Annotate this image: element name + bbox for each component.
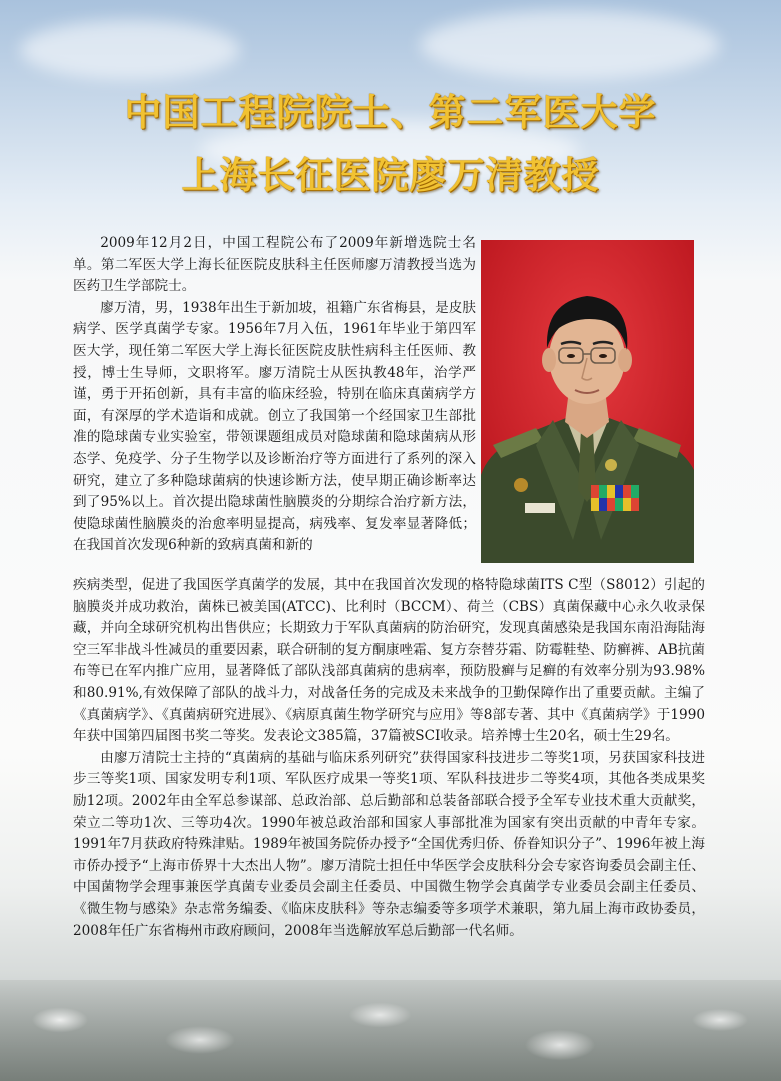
cloud <box>420 10 720 80</box>
paragraph-1: 2009年12月2日，中国工程院公布了2009年新增选院士名单。第二军医大学上海长征医院皮肤科主任医师廖万清教授当选为医药卫生学部院士。 <box>73 235 476 295</box>
page-title-line-1: 中国工程院院士、第二军医大学 <box>124 91 657 134</box>
cloud <box>20 20 240 80</box>
portrait-illustration <box>481 240 694 563</box>
paragraph-2-part-2: 疾病类型，促进了我国医学真菌学的发展，其中在我国首次发现的格特隐球菌ITS C型（S8012）引起的脑膜炎并成功救治，菌株已被美国(ATCC)、比利时（BCCM）、荷兰（CBS）真菌保藏中心永久收录保藏，并向全球研究机构出售供应；长期致力于军队真菌病的防治研究，发现真菌感染是我国东南沿海陆海空三军非战斗性减员的重要因素，联合研制的复方酮康唑霜、复方奈替芬霜、防霉鞋垫、防癣裤、AB抗菌布等已在军内推广应用，显著降低了部队浅部真菌病的患病率，预防股癣与足癣的有效率分别为93.98%和80.91%,有效保障了部队的战斗力，对战备任务的完成及未来战争的卫勤保障作出了重要贡献。主编了《真菌病学》、《真菌病研究进展》、《病原真菌生物学研究与应用》等8部专著、其中《真菌病学》于1990年获中国第四届图书奖二等奖。发表论文385篇，37篇被SCI收录。培养博士生20名，硕士生29名。 <box>73 577 705 745</box>
landscape-background <box>0 980 781 1081</box>
paragraph-3: 由廖万清院士主持的“真菌病的基础与临床系列研究”获得国家科技进步二等奖1项，另获国家科技进步三等奖1项、国家发明专利1项、军队医疗成果一等奖1项、军队科技进步二等奖4项，其他各类成果奖励12项。2002年由全军总参谋部、总政治部、总后勤部和总装备部联合授予全军专业技术重大贡献奖，荣立二等功1次、三等功4次。1990年被总政治部和国家人事部批准为国家有突出贡献的中青年专家。1991年7月获政府特殊津贴。1989年被国务院侨办授予“全国优秀归侨、侨眷知识分子”、1996年被上海市侨办授予“上海市侨界十大杰出人物”。廖万清院士担任中华医学会皮肤科分会专家咨询委员会副主任、中国菌物学会理事兼医学真菌专业委员会副主任委员、中国微生物学会真菌学专业委员会副主任委员、《微生物与感染》杂志常务编委、《临床皮肤科》等杂志编委等多项学术兼职，第九届上海市政协委员，2008年任广东省梅州市政府顾问，2008年当选解放军总后勤部一代名师。 <box>73 749 705 939</box>
page-title-line-2: 上海长征医院廖万清教授 <box>181 154 600 197</box>
article-column-left <box>73 233 476 557</box>
article-column-full <box>73 575 705 942</box>
paragraph-2-part-1: 廖万清，男，1938年出生于新加坡，祖籍广东省梅县，是皮肤病学、医学真菌学专家。1956年7月入伍，1961年毕业于第四军医大学，现任第二军医大学上海长征医院皮肤性病科主任医师、教授，博士生导师，文职将军。廖万清院士从医执教48年，治学严谨，勇于开拓创新，具有丰富的临床经验，特别在临床真菌病学方面，有深厚的学术造诣和成就。创立了我国第一个经国家卫生部批准的隐球菌专业实验室，带领课题组成员对隐球菌和隐球菌病从形态学、免疫学、分子生物学以及诊断治疗等方面进行了系列的深入研究，建立了多种隐球菌病的快速诊断方法，使早期正确诊断率达到了95%以上。首次提出隐球菌性脑膜炎的分期综合治疗新方法，使隐球菌性脑膜炎的治愈率明显提高，病残率、复发率显著降低；在我国首次发现6种新的致病真菌和新的 <box>73 299 476 554</box>
portrait-photo <box>481 240 694 563</box>
